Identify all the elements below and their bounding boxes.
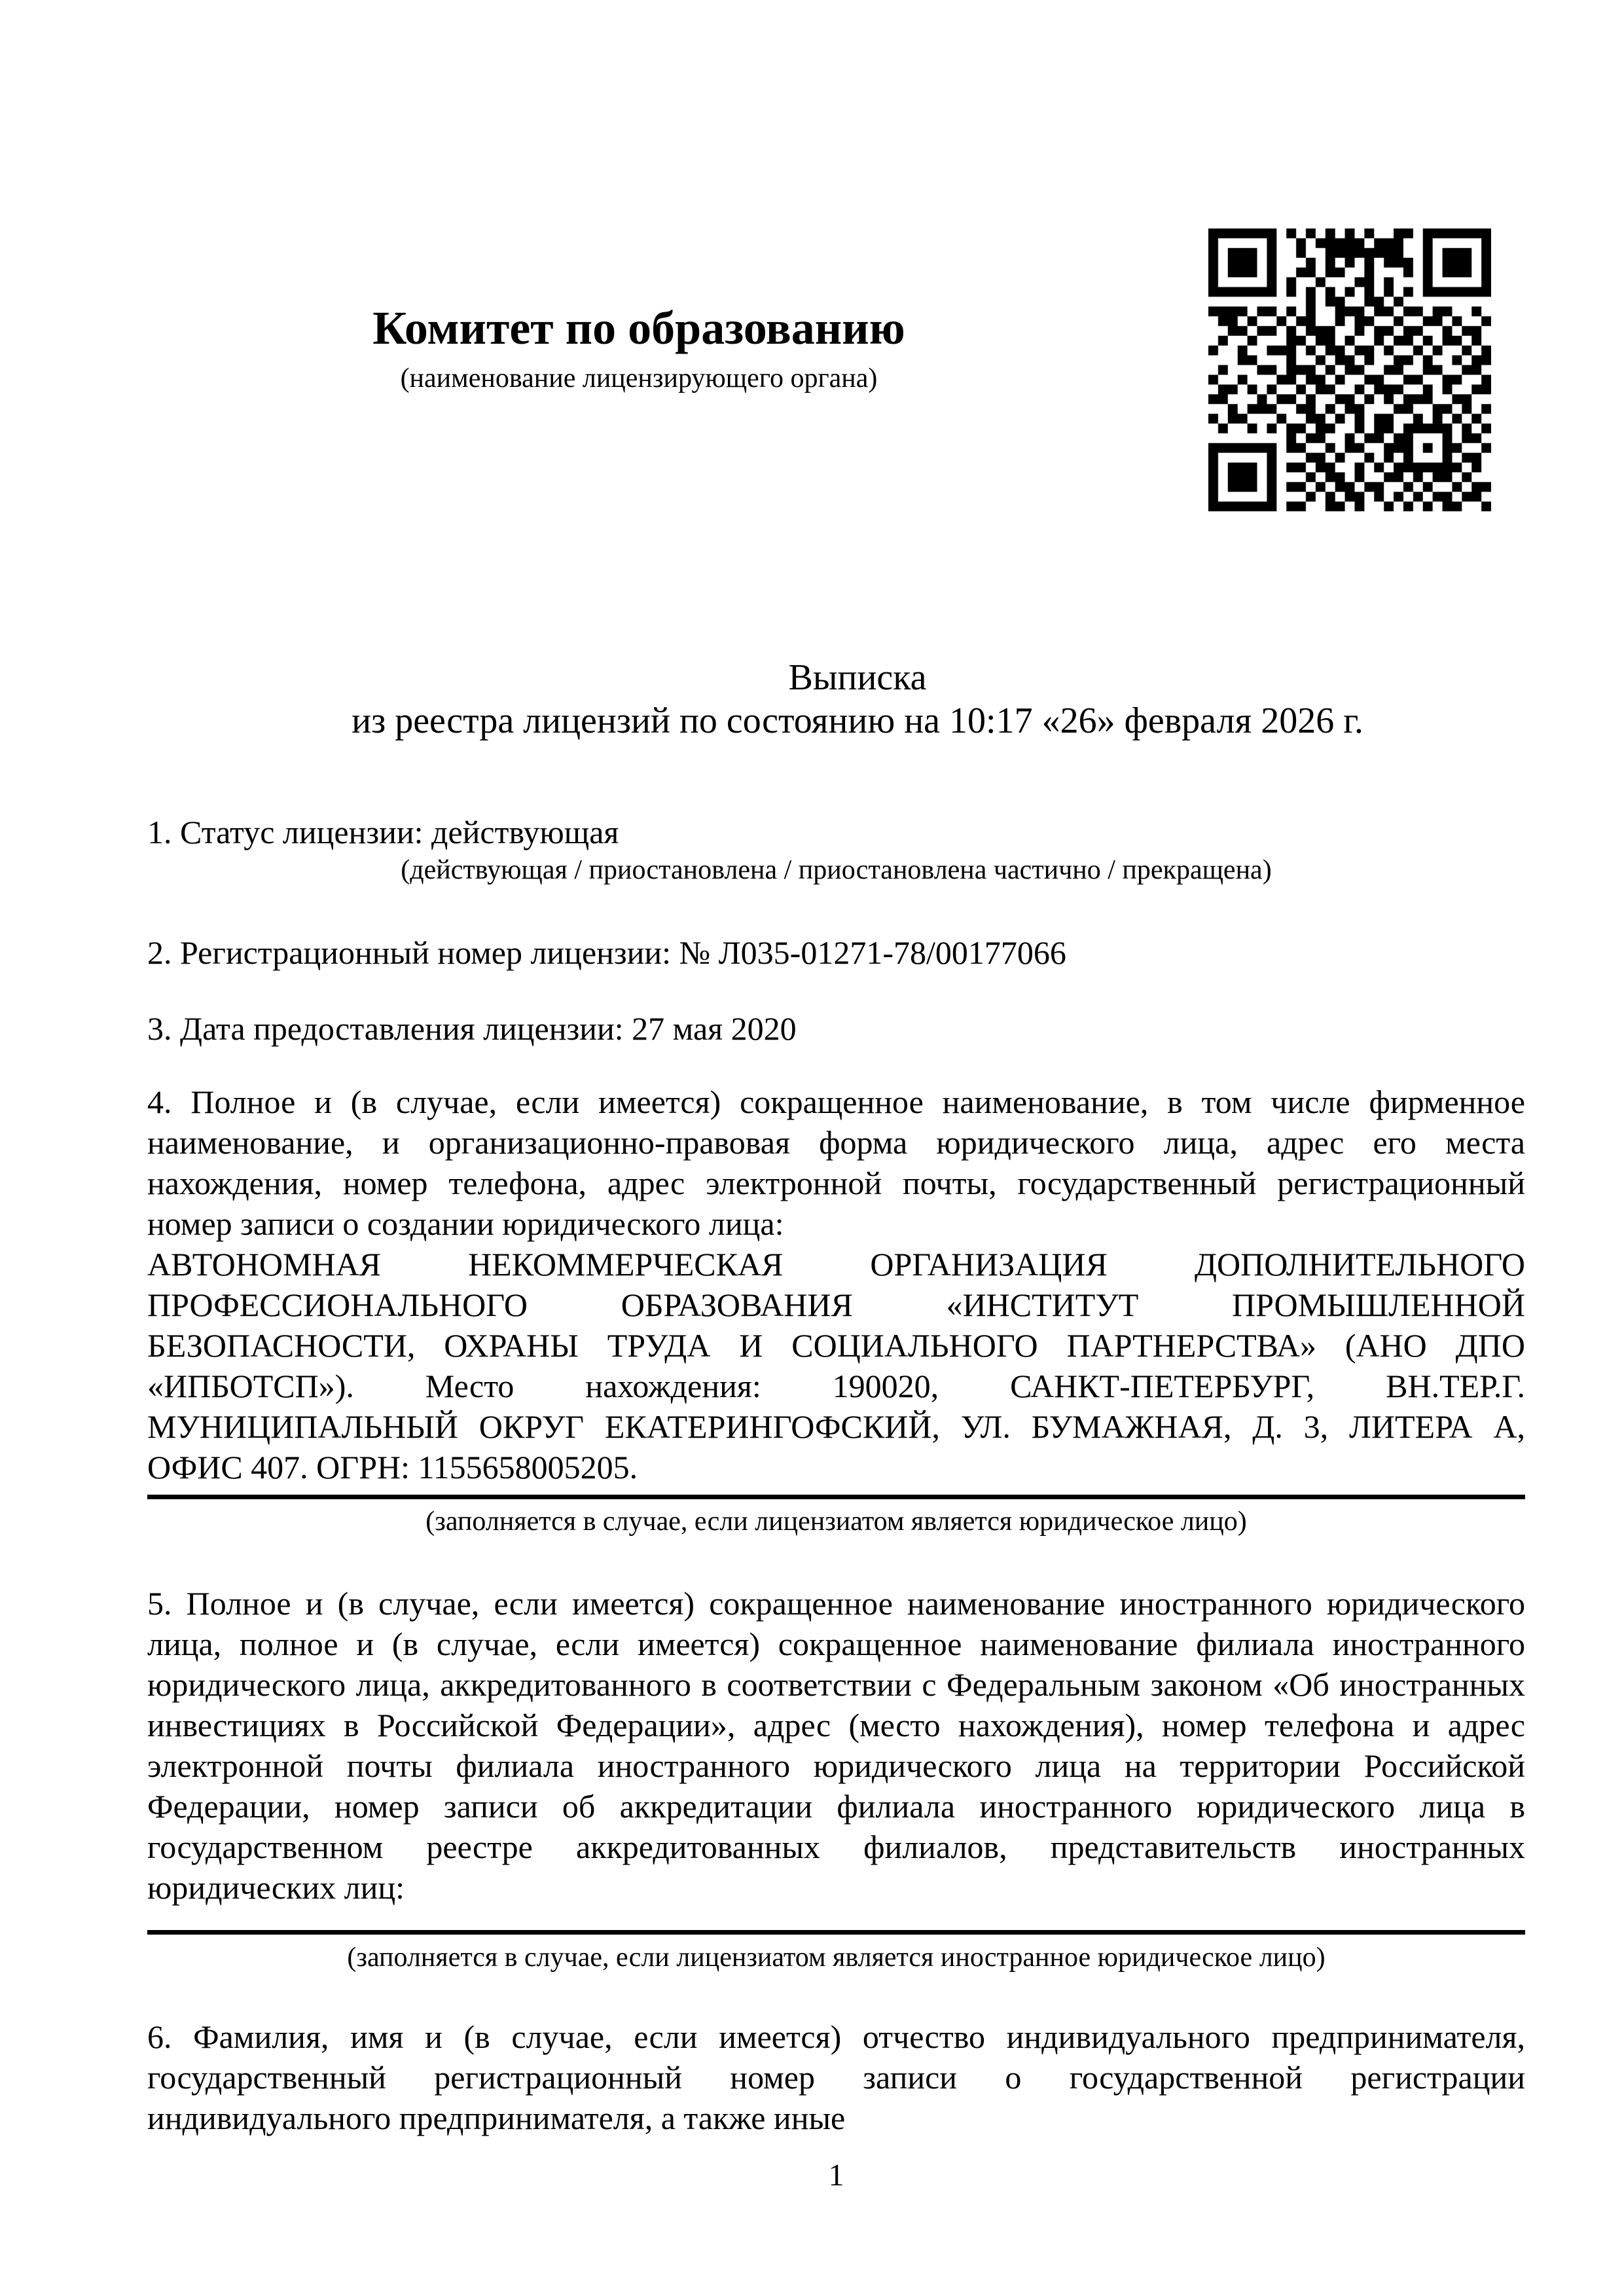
item-5-caption: (заполняется в случае, если лицензиатом является иностранное юридическое лицо) xyxy=(347,1942,1326,1973)
foreign-entity-rule xyxy=(147,1930,1525,1935)
qr-code xyxy=(1208,228,1491,511)
item-5-foreign-entity xyxy=(147,1583,1525,1908)
item-4-value: АВТОНОМНАЯ НЕКОММЕРЧЕСКАЯ ОРГАНИЗАЦИЯ ДОПОЛНИТЕЛЬНОГО ПРОФЕССИОНАЛЬНОГО ОБРАЗОВАНИЯ «ИНСТИТУТ ПРОМЫШЛЕННОЙ БЕЗОПАСНОСТИ, ОХРАНЫ ТРУДА И СОЦИАЛЬНОГО ПАРТНЕРСТВА» (АНО ДПО «ИПБОТСП»). Место нахождения: 190020, САНКТ-ПЕТЕРБУРГ, ВН.ТЕР.Г. МУНИЦИПАЛЬНЫЙ ОКРУГ ЕКАТЕРИНГОФСКИЙ, УЛ. БУМАЖНАЯ, Д. 3, ЛИТЕРА А, ОФИС 407. ОГРН: 1155658005205. xyxy=(147,1246,1525,1485)
page-number: 1 xyxy=(828,2158,844,2193)
legal-entity-rule xyxy=(147,1495,1525,1499)
item-3-grant-date xyxy=(147,1008,1525,1049)
item-1-status-caption: (действующая / приостановлена / приостановлена частично / прекращена) xyxy=(401,855,1272,885)
item-4-text: 4. Полное и (в случае, если имеется) сокращенное наименование, в том числе фирменное наименование, и организационно-правовая форма юридического лица, адрес его места нахождения, номер телефона, адрес электронной почты, государственный регистрационный номер записи о создании юридического лица: xyxy=(147,1084,1525,1242)
doc-title: Выписка xyxy=(788,657,927,698)
item-4-caption: (заполняется в случае, если лицензиатом является юридическое лицо) xyxy=(425,1506,1247,1537)
authority-title: Комитет по образованию xyxy=(372,302,905,354)
item-3-grant-date-text: 3. Дата предоставления лицензии: 27 мая 2020 xyxy=(147,1010,797,1047)
item-4-legal-entity xyxy=(147,1082,1525,1487)
item-6-individual xyxy=(147,2016,1525,2138)
item-1-status xyxy=(147,812,1525,852)
item-2-reg-number xyxy=(147,932,1525,973)
authority-block xyxy=(154,302,1123,393)
item-5-text: 5. Полное и (в случае, если имеется) сокращенное наименование иностранного юридического лица, полное и (в случае, если имеется) сокращенное наименование филиала иностранного юридического лица, аккредитованного в соответствии с Федеральным законом «Об иностранных инвестициях в Российской Федерации», адрес (место нахождения), номер телефона и адрес электронной почты филиала иностранного юридического лица на территории Российской Федерации, номер записи об аккредитации филиала иностранного юридического лица в государственном реестре аккредитованных филиалов, представительств иностранных юридических лиц: xyxy=(147,1585,1525,1906)
doc-subtitle: из реестра лицензий по состоянию на 10:17 «26» февраля 2026 г. xyxy=(352,701,1363,741)
doc-heading xyxy=(164,656,1551,742)
item-2-reg-number-text: 2. Регистрационный номер лицензии: № Л035-01271-78/00177066 xyxy=(147,934,1066,971)
item-1-status-text: 1. Статус лицензии: действующая xyxy=(147,814,619,850)
item-6-text: 6. Фамилия, имя и (в случае, если имеется) отчество индивидуального предпринимателя, государственный регистрационный номер записи о государственной регистрации индивидуального предпринимателя, а также иные xyxy=(147,2018,1525,2136)
authority-caption: (наименование лицензирующего органа) xyxy=(400,363,878,394)
